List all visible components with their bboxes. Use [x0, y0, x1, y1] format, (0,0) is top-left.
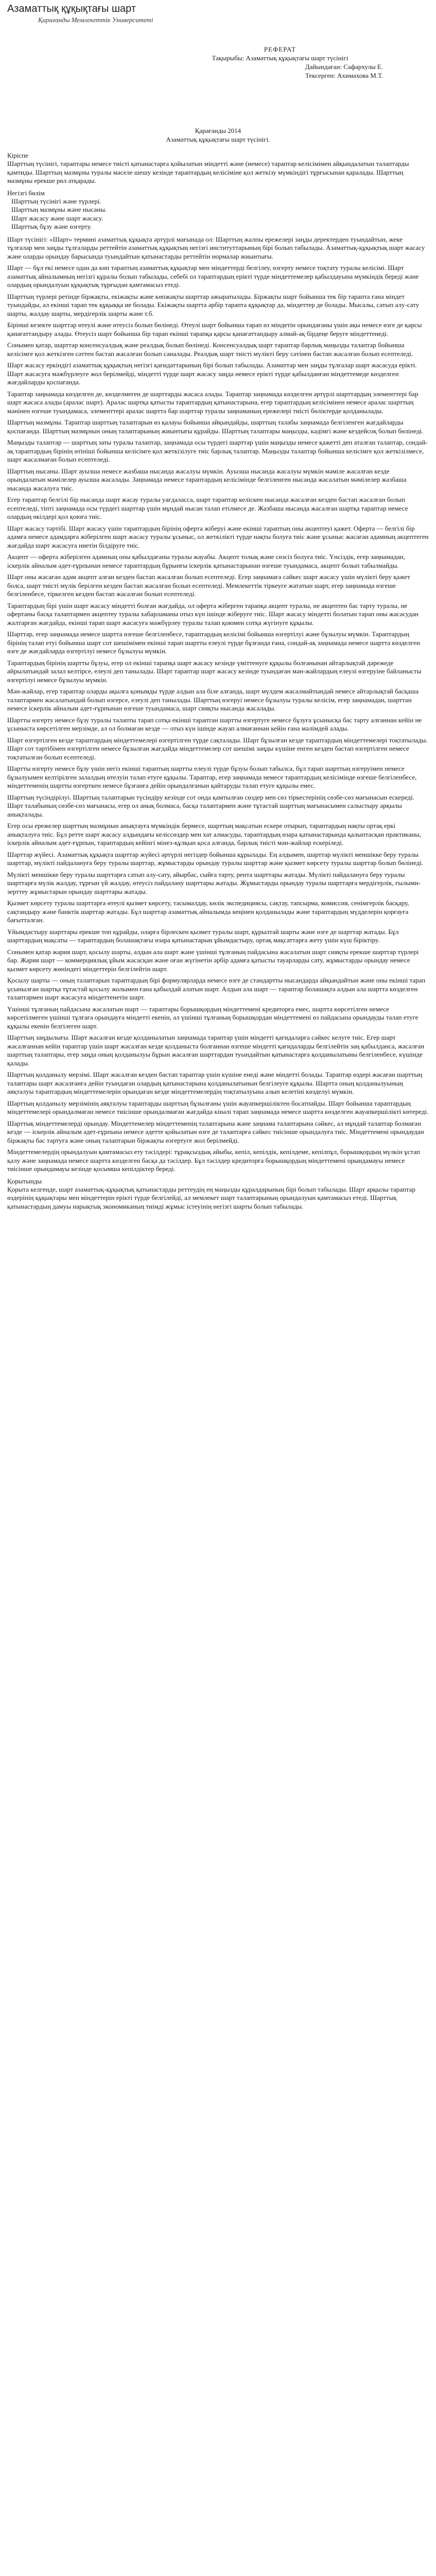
cover-block: [177, 45, 383, 80]
ref-performed: Дайындаған: Сафархулы Е.: [305, 63, 383, 71]
document-page: [0, 0, 436, 1211]
list-item: Шарттың түсінігі және түрлері.: [11, 197, 101, 205]
paragraph: Шартты өзгерту немесе бұзу үшін негіз екінші тараптың шартты елеулі түрде бұзуы болып табылса, бұл тарап шарттың өзгеруімен немесе бұзылуымен келтірілген залалдың өтелуін талап етуге құқылы. Тараптар, егер заңнамада немесе тараптардың келісімінде өзгеше белгіленбесе, міндеттеменің шартты өзгерткен немесе бұзғанға дейін орындалғанын қайтаруды талап етуге құқылы емес.: [7, 765, 417, 789]
university-name: Қарағанды Мемлекеттік Университеті: [38, 16, 153, 24]
paragraph: Шарттың мазмұны. Тараптар шарттың талаптарын өз қалауы бойынша айқындайды, шарттың талабы заңнамада белгіленген жағдайларды қоспағанда. Шарттың мазмұнын оның талаптарының жиынтығы құрайды. Шарттың талаптары маңызды, кәдімгі және кездейсоқ болып бөлінеді.: [7, 418, 424, 435]
paragraph: Шарттық міндеттемелерді орындау. Міндеттемелер міндеттеменің талаптарына және заңнама талаптарына сәйкес, ал мұндай талаптар болмаған кезде — іскерлік айналым әдет-ғұрпына немесе әдетте қойылатын өзге де талаптарға сәйкес тиісінше орындалуға тиіс. Міндеттемені орындаудан біржақты бас тартуға және оның талаптарын біржақты өзгертуге жол берілмейді.: [7, 1119, 424, 1144]
paragraph: Ұйымдастыру шарттары ерекше топ құрайды, оларға бірлескен қызмет туралы шарт, құрылтай шарты және өзге де шарттар жатады. Бұл шарттардың мақсаты — тараптардың болашақтағы өзара қатынастарын ұйымдастыру, ортақ мақсаттарға жету үшін күш біріктіру.: [7, 927, 399, 944]
paragraph: Егер осы ережелер шарттың мазмұнын анықтауға мүмкіндік бермесе, шарттың мақсатын ескере отырып, тараптардың нақты ортақ еркі анықталуға тиіс. Бұл ретте шарт жасасу алдындағы келіссөздер мен хат алмасуды, тараптардың өзара қатынастарында қалыптасқан практиканы, іскерлік айналым әдет-ғұрпын, тараптардың кейінгі мінез-құлқын қоса алғанда, барлық тиісті мән-жайлар ескеріледі.: [7, 822, 422, 846]
paragraph: Шарттың қолданылу мерзімінің аяқталуы тараптарды шарттың бұзылғаны үшін жауапкершіліктен босатпайды. Шарт бойынша тараптардың міндеттемелері орындалмаған немесе тиісінше орындалмаған жағдайда кінәлі тарап заңнамада немесе шартта көзделген жауапкершілікті көтереді.: [7, 1099, 429, 1115]
ref-checked: Тексерген: Ахимахова М.Т.: [305, 72, 383, 79]
paragraph: Шарттың заңдылығы. Шарт жасалған кезде қолданылатын заңнамада тараптар үшін міндетті қағидаларға сәйкес келуге тиіс. Егер шарт жасалғаннан кейін тараптар үшін шарт жасалған кезде қолданыста болғаннан өзгеше міндетті қағидаларды белгілейтін заң қабылданса, жасалған шарттың талаптары, егер заңда оның қолданылуы бұрын жасалған шарттардан туындайтын қатынастарға қолданылатыны белгіленбесе, күшінде қалады.: [7, 1033, 425, 1067]
ref-theme: Тақырыбы: Азаматтық құқықтағы шарт түсінігі: [212, 54, 348, 62]
paragraph: Қорыта келгенде, шарт азаматтық-құқықтық қатынастарды реттеудің ең маңызды құралдарының бірі болып табылады. Шарт арқылы тараптар өздерінің құқықтары мен міндеттерін ерікті түрде белгілейді, ал мемлекет шарт талаптарының орындалуын қамтамасыз етеді. Шарттық қатынастардың дамуы нарықтық экономиканың тиімді жұмыс істеуінің негізгі шарты болып табылады.: [7, 1185, 415, 1210]
paragraph: Шарт жасасу тәртібі. Шарт жасасу үшін тараптардың бірінің оферта жіберуі және екінші тараптың оны акцептеуі қажет. Оферта — белгілі бір адамға немесе адамдарға жіберілген шарт жасасу туралы ұсыныс, ол жеткілікті түрде нақты болуға тиіс және ұсыныс жасаған адамның акцептеген жағдайда шарт жасасуға ниетін білдіруге тиіс.: [7, 524, 429, 549]
paragraph: Шарттың түрлері ретінде біржақты, екіжақты және көпжақты шарттар ажыратылады. Біржақты шарт бойынша тек бір тарапта ғана міндет туындайды, ал екінші тарап тек құқыққа ие болады. Екіжақты шартта әрбір тарапта құқықтар да, міндеттер де болады. Мысалы, сатып алу-сату шарты, жалдау шарты, мердігерлік шарты және т.б.: [7, 292, 420, 317]
ref-heading: РЕФЕРАТ: [264, 45, 297, 53]
paragraph: Шарттар, егер заңнамада немесе шартта өзгеше белгіленбесе, тараптардың келісімі бойынша өзгертілуі және бұзылуы мүмкін. Тараптардың бірінің талап етуі бойынша шарт сот шешімімен екінші тарап шартты елеулі түрде бұзғанда ғана, сондай-ақ заңнамада немесе шартта көзделген өзге де жағдайларда өзгертілуі немесе бұзылуы мүмкін.: [7, 630, 420, 655]
paragraph: Шарттар жүйесі. Азаматтық құқықта шарттар жүйесі әртүрлі негіздер бойынша құрылады. Ең алдымен, шарттар мүлікті меншікке беру туралы шарттар, мүлікті пайдалануға беру туралы шарттар, жұмыстарды орындау туралы шарттар және қызмет көрсету туралы шарттар болып бөлінеді.: [7, 850, 424, 867]
paragraph: Шарттың нысаны. Шарт ауызша немесе жазбаша нысанда жасалуы мүмкін. Ауызша нысанда жасалуы мүмкін мәміле жасалған кезде орындалатын мәмілелер ауызша жасалады. Заңнамада немесе тараптардың келісімінде белгіленген нысанда жасалатын мәмілелер жазбаша нысанда жасалуға тиіс.: [7, 467, 407, 492]
city-year: Қарағанды 2014: [195, 127, 241, 134]
paragraph: Сонымен қатар, шарттар консенсуалдық және реалдық болып бөлінеді. Консенсуалдық шарт тараптар барлық маңызды талаптар бойынша келісімге қол жеткізген сәттен бастап жасалған болып саналады. Реалдық шарт тиісті мүлікті беру сәтінен бастап жасалған болып есептеледі.: [7, 341, 413, 358]
paragraph: Шарт өзгертілген кезде тараптардың міндеттемелері өзгертілген түрде сақталады. Шарт бұзылған кезде тараптардың міндеттемелері тоқтатылады. Шарт сот тәртібімен өзгертілген немесе бұзылған жағдайда міндеттемелер сот шешімі заңды күшіне енген кезден бастап өзгертілген немесе тоқтатылған болып есептеледі.: [7, 736, 428, 761]
conclusion-heading: Қорытынды: [7, 1177, 42, 1185]
list-item: Шарт жасасу және шарт жасасу.: [11, 214, 103, 222]
paragraph: Шартты өзгерту немесе бұзу туралы талапты тарап сотқа екінші тараптан шартты өзгертуге немесе бұзуға ұсынысқа бас тарту алғаннан кейін не ұсыныста көрсетілген мерзімде, ал ол болмаған кезде — отыз күн ішінде жауап алмағаннан кейін ғана мәлімдей алады.: [7, 716, 422, 732]
paragraph: Үшінші тұлғаның пайдасына жасалатын шарт — тараптары борышқордың міндеттемені кредиторға емес, шартта көрсетілген немесе көрсетілмеген үшінші тұлғаға орындауға міндетті екенін, ал үшінші тұлғаның борышқордан міндеттемені өз пайдасына орындауды талап етуге құқылы екенін белгілеген шарт.: [7, 1005, 418, 1030]
paragraph: Шарттың қолданылу мерзімі. Шарт жасалған кезден бастап тараптар үшін күшіне енеді және міндетті болады. Тараптар өздері жасаған шарттың талаптары шарт жасалғанға дейін туындаған олардың қатынастарына қолданылатынын белгілеуге құқылы. Шартта оның қолданылуының аяқталуы тараптардың міндеттемелерін орындаған кезде міндеттемелердің тоқтатылуына алып келетіні көзделуі мүмкін.: [7, 1071, 423, 1095]
outline-list: [7, 197, 429, 231]
paragraph: Қосылу шарты — оның талаптарын тараптардың бірі формулярларда немесе өзге де стандартты нысандарда айқындайтын және оны екінші тарап ұсынылған шартқа тұтастай қосылу жолымен ғана қабылдай алатын шарт. Алдын ала шарт — тараптар болашақта алдын ала шартта көзделген талаптармен шарт жасасуға міндеттенетін шарт.: [7, 976, 426, 1001]
paragraph: Шарт — бұл екі немесе одан да көп тараптың азаматтық құқықтар мен міндеттерді белгілеу, өзгерту немесе тоқтату туралы келісімі. Шарт азаматтық айналымның негізгі құралы болып табылады, себебі ол тараптардың ерікті түрде міндеттемелер қабылдауына мүмкіндік береді және олардың орындалуын құқықтық тұрғыдан қамтамасыз етеді.: [7, 264, 419, 289]
paragraph: Маңызды талаптар — шарттың заты туралы талаптар, заңнамада осы түрдегі шарттар үшін маңызды немесе қажетті деп аталған талаптар, сондай-ақ тараптардың бірінің өтініші бойынша келісімге қол жеткізілуге тиіс барлық талаптар. Маңызды талаптар бойынша келісімге қол жеткізілмесе, шарт жасалмаған болып есептеледі.: [7, 438, 428, 463]
city-year-block: [7, 126, 429, 144]
intro-heading: Кіріспе: [7, 151, 28, 159]
paragraph: Мүлікті меншікке беру туралы шарттарға сатып алу-сату, айырбас, сыйға тарту, рента шарттары жатады. Мүлікті пайдалануға беру туралы шарттарға мүлік жалдау, тұрғын үй жалдау, өтеусіз пайдалану шарттары жатады. Жұмыстарды орындау туралы шарттарға мердігерлік, ғылыми-зерттеу жұмыстарын орындау шарттары жатады.: [7, 870, 421, 895]
paragraph: Шарттың түсінігі, тараптары немесе тиісті қатынастарға қойылатын міндетті және (немесе) тараптар келісімімен айқындалатын талаптарды қамтиды. Шарттың мазмұны туралы мәселе шешу кезінде тараптардың келісіміне қол жеткізу мүмкіндігі тұрғысынан қаралады. Шарттың мазмұны ерекше рөл атқарады.: [7, 160, 409, 184]
paragraph: Егер тараптар белгілі бір нысанда шарт жасау туралы уағдаласса, шарт тараптар келіскен нысанда жасалған кезден бастап жасалған болып есептеледі, тіпті заңнамада осы түрдегі шарттар үшін мұндай нысан талап етілмесе де. Жазбаша нысанда жасалған шартқа тараптар немесе олардың өкілдері қол қоюға тиіс.: [7, 496, 408, 520]
paragraph: Мән-жайлар, егер тараптар оларды ақылға қонымды түрде алдын ала біле алғанда, шарт мүлдем жасалмайтындай немесе айтарлықтай басқаша талаптармен жасалатындай болып өзгерсе, елеулі деп танылады. Шарттың өзгеруі немесе бұзылуы туралы келісім, егер заңнамадан, шарттан немесе іскерлік айналым әдет-ғұрпынан өзгеше туындамаса, шарт сияқты нысанда жасалады.: [7, 687, 419, 712]
paragraph: Шарт түсінігі: «Шарт» термині азаматтық құқықта әртүрлі мағынада ол: Шарттың жалпы ережелері заңды деректерден туындайтын, жеке тұлғалар мен заңды тұлғаларды реттейтін азаматтық құқықтың негізгі институттарының бірі болып табылады. Азаматтық-құқықтық шарт жасасу және оларды орындау барысында туындайтын қатынастарды реттейтін нормалар жиынтығы.: [7, 235, 425, 260]
list-item: Шарттың мазмұны және нысаны.: [11, 206, 107, 213]
paragraph: Шарттың түсіндірілуі. Шарттың талаптарын түсіндіру кезінде сот онда қамтылған сөздер мен сөз тіркестерінің сөзбе-сөз мағынасын ескереді. Шарт талабының сөзбе-сөз мағынасы, егер ол анық болмаса, басқа талаптармен және тұтастай шарттың мағынасымен салыстыру арқылы анықталады.: [7, 793, 414, 818]
paragraph: Сонымен қатар жария шарт, қосылу шарты, алдын ала шарт және үшінші тұлғаның пайдасына жасалатын шарт сияқты ерекше шарттар түрлері бар. Жария шарт — коммерциялық ұйым жасасқан және оған жүгінетін әрбір адамға қатысты тауарларды сату, жұмыстарды орындау немесе қызмет көрсету жөніндегі міндеттерін белгілейтін шарт.: [7, 947, 419, 973]
paragraph: Қызмет көрсету туралы шарттарға өтеулі қызмет көрсету, тасымалдау, көлік экспедициясы, сақтау, тапсырма, комиссия, сенімгерлік басқару, сақтандыру және банктік шарттар жатады. Бұл шарттар азаматтық айналымда кеңінен қолданылады және тараптардың мүдделерін қорғауға бағытталған.: [7, 899, 409, 924]
paragraph: Тараптардың бірі үшін шарт жасасу міндетті болған жағдайда, ол оферта жіберген тарапқа акцепт туралы, не акцептен бас тарту туралы, не офертаны басқа талаптармен акцептеу туралы хабарламаны отыз күн ішінде жіберуге тиіс. Шарт жасасу міндетті болатын тарап оны жасасудан жалтарған жағдайда, екінші тарап шарт жасасуға мәжбүрлеу туралы талап қоюмен сотқа жүгінуге құқылы.: [7, 601, 418, 626]
paragraph: Бірінші кезекте шарттар өтеулі және өтеусіз болып бөлінеді. Өтеулі шарт бойынша тарап өз міндетін орындағаны үшін ақы немесе өзге де қарсы қанағаттандыру алады. Өтеусіз шарт бойынша бір тарап екінші тарапқа қарсы қанағаттандыру алмай-ақ бірдеңе беруге міндеттенеді.: [7, 321, 422, 337]
main-heading: Негізгі бөлім: [7, 189, 45, 197]
paragraph: Акцепт — оферта жіберілген адамның оны қабылдағаны туралы жауабы. Акцепт толық және сөзсіз болуға тиіс. Үнсіздік, егер заңнамадан, іскерлік айналым әдет-ғұрпынан немесе тараптардың бұрынғы іскерлік қатынастарынан өзгеше туындамаса, акцепт болып табылмайды.: [7, 553, 405, 569]
list-item: Шарттық бұзу және өзгерту.: [11, 223, 92, 230]
document-title: Азаматтық құқықтағы шарт: [7, 3, 136, 14]
paragraph: Тараптар заңнамада көзделген де, көзделмеген де шарттарды жасаса алады. Тараптар заңнамада көзделген әртүрлі шарттардың элементтері бар шарт жасаса алады (аралас шарт). Аралас шартқа қатысты тараптардың қатынастарына, егер тараптардың келісімінен немесе аралас шарттың мәнінен өзгеше туындамаса, элементтері аралас шартта бар шарттар туралы заңнаманың ережелері тиісті бөліктерде қолданылады.: [7, 389, 418, 415]
paragraph: Шарт жасасу еркіндігі азаматтық құқықтың негізгі қағидаттарының бірі болып табылады. Азаматтар мен заңды тұлғалар шарт жасасуда ерікті. Шарт жасасуға мәжбүрлеуге жол берілмейді, міндетті түрде шарт жасасу заңда немесе ерікті түрде қабылданған міндеттемеде көзделген жағдайларды қоспағанда.: [7, 361, 417, 386]
paragraph: Шарт оны жасаған адам акцепт алған кезден бастап жасалған болып есептеледі. Егер заңнамаға сәйкес шарт жасасу үшін мүлікті беру қажет болса, шарт тиісті мүлік берілген кезден бастап жасалған болып есептеледі. Мемлекеттік тіркеуге жататын шарт, егер заңнамада өзгеше белгіленбесе, тіркелген кезден бастап жасалған болып есептеледі.: [7, 573, 410, 598]
paragraph: Міндеттемелердің орындалуын қамтамасыз ету тәсілдері: тұрақсыздық айыбы, кепіл, кепілдік, кепілдеме, кепілпұл, борышқордың мүлкін ұстап қалу және заңнамада немесе шартта көзделген басқа да тәсілдер. Бұл тәсілдер кредиторға борышқордың міндеттемені орындамауы немесе тиісінше орындамауы кезінде қосымша кепілдіктер береді.: [7, 1148, 420, 1173]
paragraph: Тараптардың бірінің шартты бұзуы, егер ол екінші тарапқа шарт жасасу кезінде үміттенуге құқылы болғанынан айтарлықтай дәрежеде айрылатындай залал келтірсе, елеулі деп танылады. Шарт тараптар шарт жасасу кезінде туындаған мән-жайлардың елеулі өзгеруіне байланысты өзгертілуі немесе бұзылуы мүмкін.: [7, 658, 422, 684]
topic-line: Азаматтық құқықтағы шарт түсінігі.: [166, 135, 270, 143]
